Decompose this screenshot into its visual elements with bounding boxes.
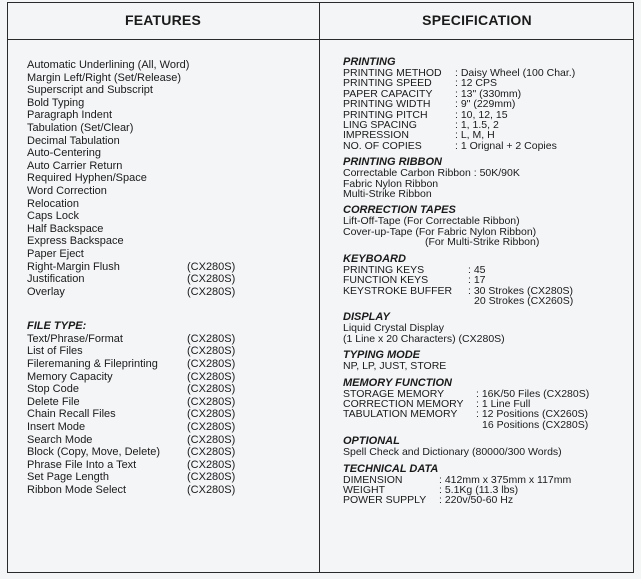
spec-key: STORAGE MEMORY (343, 387, 445, 400)
spec-row (343, 141, 628, 151)
spec-value: : 12 CPS (455, 77, 498, 90)
header-divider (7, 39, 634, 40)
features-header: FEATURES (124, 12, 201, 28)
feature-model (187, 109, 257, 122)
spec-value: : 30 Strokes (CX280S) (468, 284, 574, 297)
feature-model: (CX280S) (187, 358, 236, 371)
feature-row (27, 286, 307, 299)
feature-name: Insert Mode (27, 421, 86, 434)
feature-row (27, 345, 307, 358)
spec-value: 16 Positions (CX280S) (482, 418, 589, 431)
typing-mode-section (343, 350, 628, 371)
feature-name: Auto Carrier Return (27, 159, 123, 172)
spec-key: IMPRESSION (343, 129, 409, 142)
spec-key: CORRECTION MEMORY (343, 397, 464, 410)
feature-model (187, 72, 257, 85)
feature-name: Decimal Tabulation (27, 134, 120, 147)
feature-model (187, 147, 257, 160)
spec-key (343, 420, 476, 430)
feature-row (27, 97, 307, 110)
spec-value: : 12 Positions (CX260S) (476, 408, 589, 421)
feature-name: Overlay (27, 285, 65, 298)
optional-section (343, 436, 628, 457)
feature-model: (CX280S) (187, 273, 236, 286)
feature-row (27, 147, 307, 160)
feature-model: (CX280S) (187, 370, 236, 383)
features-column (27, 59, 307, 497)
feature-name: Paper Eject (27, 247, 84, 260)
feature-name: Tabulation (Set/Clear) (27, 121, 134, 134)
feature-name: Delete File (27, 395, 80, 408)
spec-value: : 10, 12, 15 (455, 108, 508, 121)
feature-row (27, 261, 307, 274)
spec-key: FUNCTION KEYS (343, 274, 429, 287)
correction-tapes-section (343, 205, 628, 247)
spec-value: : Daisy Wheel (100 Char.) (455, 67, 576, 79)
feature-name: Bold Typing (27, 96, 85, 109)
feature-model: (CX280S) (187, 285, 236, 298)
memory-function-title: MEMORY FUNCTION (343, 376, 452, 389)
feature-row (27, 333, 307, 346)
feature-name: Word Correction (27, 184, 107, 197)
spec-value: : 9" (229mm) (455, 98, 516, 111)
spec-value: : 45 (468, 263, 486, 276)
feature-model (187, 84, 257, 97)
feature-row (27, 185, 307, 198)
spec-row (343, 420, 628, 430)
feature-model: (CX280S) (187, 408, 236, 421)
feature-name: Block (Copy, Move, Delete) (27, 446, 161, 459)
feature-model (187, 223, 257, 236)
spec-key (343, 296, 468, 306)
spec-key: PAPER CAPACITY (343, 87, 433, 100)
feature-model (187, 135, 257, 148)
spec-key: PRINTING SPEED (343, 77, 432, 90)
correction-tapes-title: CORRECTION TAPES (343, 204, 456, 217)
feature-row (27, 421, 307, 434)
spec-key: WEIGHT (343, 483, 385, 496)
feature-model: (CX280S) (187, 383, 236, 396)
feature-model: (CX280S) (187, 345, 236, 358)
keyboard-section (343, 254, 628, 307)
printing-ribbon-section (343, 157, 628, 199)
feature-name: Paragraph Indent (27, 109, 113, 122)
feature-row (27, 235, 307, 248)
feature-name: Search Mode (27, 433, 93, 446)
printing-ribbon-line: Correctable Carbon Ribbon : 50K/90K (343, 167, 520, 180)
file-type-list (27, 333, 307, 497)
feature-name: Margin Left/Right (Set/Release) (27, 71, 182, 84)
spec-key: KEYSTROKE BUFFER (343, 284, 453, 297)
feature-model: (CX280S) (187, 484, 236, 496)
feature-model (187, 97, 257, 110)
feature-row (27, 383, 307, 396)
feature-row (27, 396, 307, 409)
feature-name: Phrase File Into a Text (27, 458, 137, 471)
spec-value: : 16K/50 Files (CX280S) (476, 387, 590, 400)
optional-title: OPTIONAL (343, 435, 400, 448)
feature-name: Set Page Length (27, 471, 109, 484)
spec-key: DIMENSION (343, 473, 403, 486)
feature-name: Required Hyphen/Space (27, 172, 147, 185)
feature-name: Memory Capacity (27, 370, 113, 383)
feature-row (27, 223, 307, 236)
keyboard-rows (343, 265, 628, 307)
feature-row (27, 135, 307, 148)
printing-ribbon-title: PRINTING RIBBON (343, 156, 442, 169)
correction-tapes-line: Cover-up-Tape (For Fabric Nylon Ribbon) (343, 225, 537, 238)
spec-key: LING SPACING (343, 119, 417, 132)
feature-row (27, 371, 307, 384)
feature-model (187, 235, 257, 248)
features-list (27, 59, 307, 298)
spec-key: PRINTING METHOD (343, 67, 442, 79)
correction-tapes-line: Lift-Off-Tape (For Correctable Ribbon) (343, 215, 520, 228)
display-line: Liquid Crystal Display (343, 322, 444, 335)
display-title: DISPLAY (343, 311, 390, 324)
feature-name: Half Backspace (27, 222, 104, 235)
feature-model (187, 122, 257, 135)
spec-key: TABULATION MEMORY (343, 408, 458, 421)
spec-row (343, 495, 628, 505)
printing-section (343, 57, 628, 151)
printing-ribbon-line: Multi-Strike Ribbon (343, 188, 432, 201)
feature-model (187, 185, 257, 198)
printing-title: PRINTING (343, 56, 396, 68)
feature-name: Right-Margin Flush (27, 260, 120, 273)
feature-name: Superscript and Subscript (27, 84, 153, 97)
correction-tapes-line: (For Multi-Strike Ribbon) (425, 236, 540, 249)
feature-name: Justification (27, 273, 85, 286)
feature-name: Stop Code (27, 383, 79, 396)
feature-model: (CX280S) (187, 471, 236, 484)
spec-key: PRINTING KEYS (343, 263, 425, 276)
feature-name: Chain Recall Files (27, 408, 116, 421)
printing-ribbon-line: Fabric Nylon Ribbon (343, 177, 439, 190)
feature-row (27, 210, 307, 223)
technical-data-section (343, 464, 628, 506)
feature-name: Automatic Underlining (All, Word) (27, 59, 190, 71)
spec-value: : 1 Line Full (476, 397, 531, 410)
feature-model (187, 210, 257, 223)
spec-value: : 5.1Kg (11.3 lbs) (439, 483, 519, 496)
column-divider (319, 2, 320, 573)
feature-model (187, 59, 257, 72)
display-section (343, 312, 628, 344)
feature-name: Fileremaning & Fileprinting (27, 358, 158, 371)
feature-model (187, 160, 257, 173)
optional-line: Spell Check and Dictionary (80000/300 Words) (343, 446, 562, 459)
spec-key: PRINTING PITCH (343, 108, 428, 121)
typing-mode-line: NP, LP, JUST, STORE (343, 360, 447, 373)
feature-row (27, 59, 307, 72)
spec-value: : 1, 1.5, 2 (455, 119, 499, 132)
feature-model (187, 248, 257, 261)
specification-header: SPECIFICATION (422, 12, 532, 28)
spec-key: PRINTING WIDTH (343, 98, 431, 111)
spec-row (343, 296, 628, 306)
feature-model: (CX280S) (187, 421, 236, 434)
memory-function-section (343, 378, 628, 431)
spec-value: : 17 (468, 274, 486, 287)
feature-model: (CX280S) (187, 395, 236, 408)
spec-value: : 1 Orignal + 2 Copies (455, 139, 557, 152)
feature-model: (CX280S) (187, 260, 236, 273)
feature-model: (CX280S) (187, 332, 236, 345)
feature-name: Ribbon Mode Select (27, 484, 127, 496)
display-line: (1 Line x 20 Characters) (CX280S) (343, 332, 505, 345)
feature-row (27, 248, 307, 261)
feature-name: Caps Lock (27, 210, 79, 223)
feature-row (27, 273, 307, 286)
feature-model: (CX280S) (187, 458, 236, 471)
typing-mode-title: TYPING MODE (343, 349, 421, 362)
feature-model: (CX280S) (187, 446, 236, 459)
feature-name: Express Backspace (27, 235, 124, 248)
feature-name: Auto-Centering (27, 147, 101, 160)
feature-row (27, 109, 307, 122)
feature-row (27, 408, 307, 421)
keyboard-title: KEYBOARD (343, 252, 406, 265)
feature-row (27, 471, 307, 484)
technical-data-title: TECHNICAL DATA (343, 462, 439, 475)
spec-row (343, 275, 628, 285)
printing-rows (343, 68, 628, 151)
feature-row (27, 459, 307, 472)
spec-key: POWER SUPPLY (343, 494, 427, 507)
feature-row (27, 84, 307, 97)
feature-row (27, 172, 307, 185)
feature-name: Text/Phrase/Format (27, 332, 123, 345)
feature-name: List of Files (27, 345, 83, 358)
feature-model: (CX280S) (187, 433, 236, 446)
feature-row (27, 358, 307, 371)
feature-row (27, 434, 307, 447)
feature-row (27, 160, 307, 173)
feature-row (27, 72, 307, 85)
spec-value: 20 Strokes (CX260S) (474, 294, 574, 307)
specification-column (343, 57, 628, 512)
feature-row (27, 446, 307, 459)
spec-value: : 220v/50-60 Hz (439, 494, 514, 507)
file-type-title: FILE TYPE: (27, 320, 87, 333)
spec-value: : L, M, H (455, 129, 495, 142)
feature-row (27, 484, 307, 497)
spec-value: : 13" (330mm) (455, 87, 522, 100)
feature-row (27, 122, 307, 135)
technical-data-rows (343, 475, 628, 506)
feature-row (27, 198, 307, 211)
feature-model (187, 198, 257, 211)
spec-key: NO. OF COPIES (343, 139, 422, 152)
memory-function-rows (343, 389, 628, 431)
feature-name: Relocation (27, 197, 79, 210)
spec-value: : 412mm x 375mm x 117mm (439, 473, 572, 486)
feature-model (187, 172, 257, 185)
